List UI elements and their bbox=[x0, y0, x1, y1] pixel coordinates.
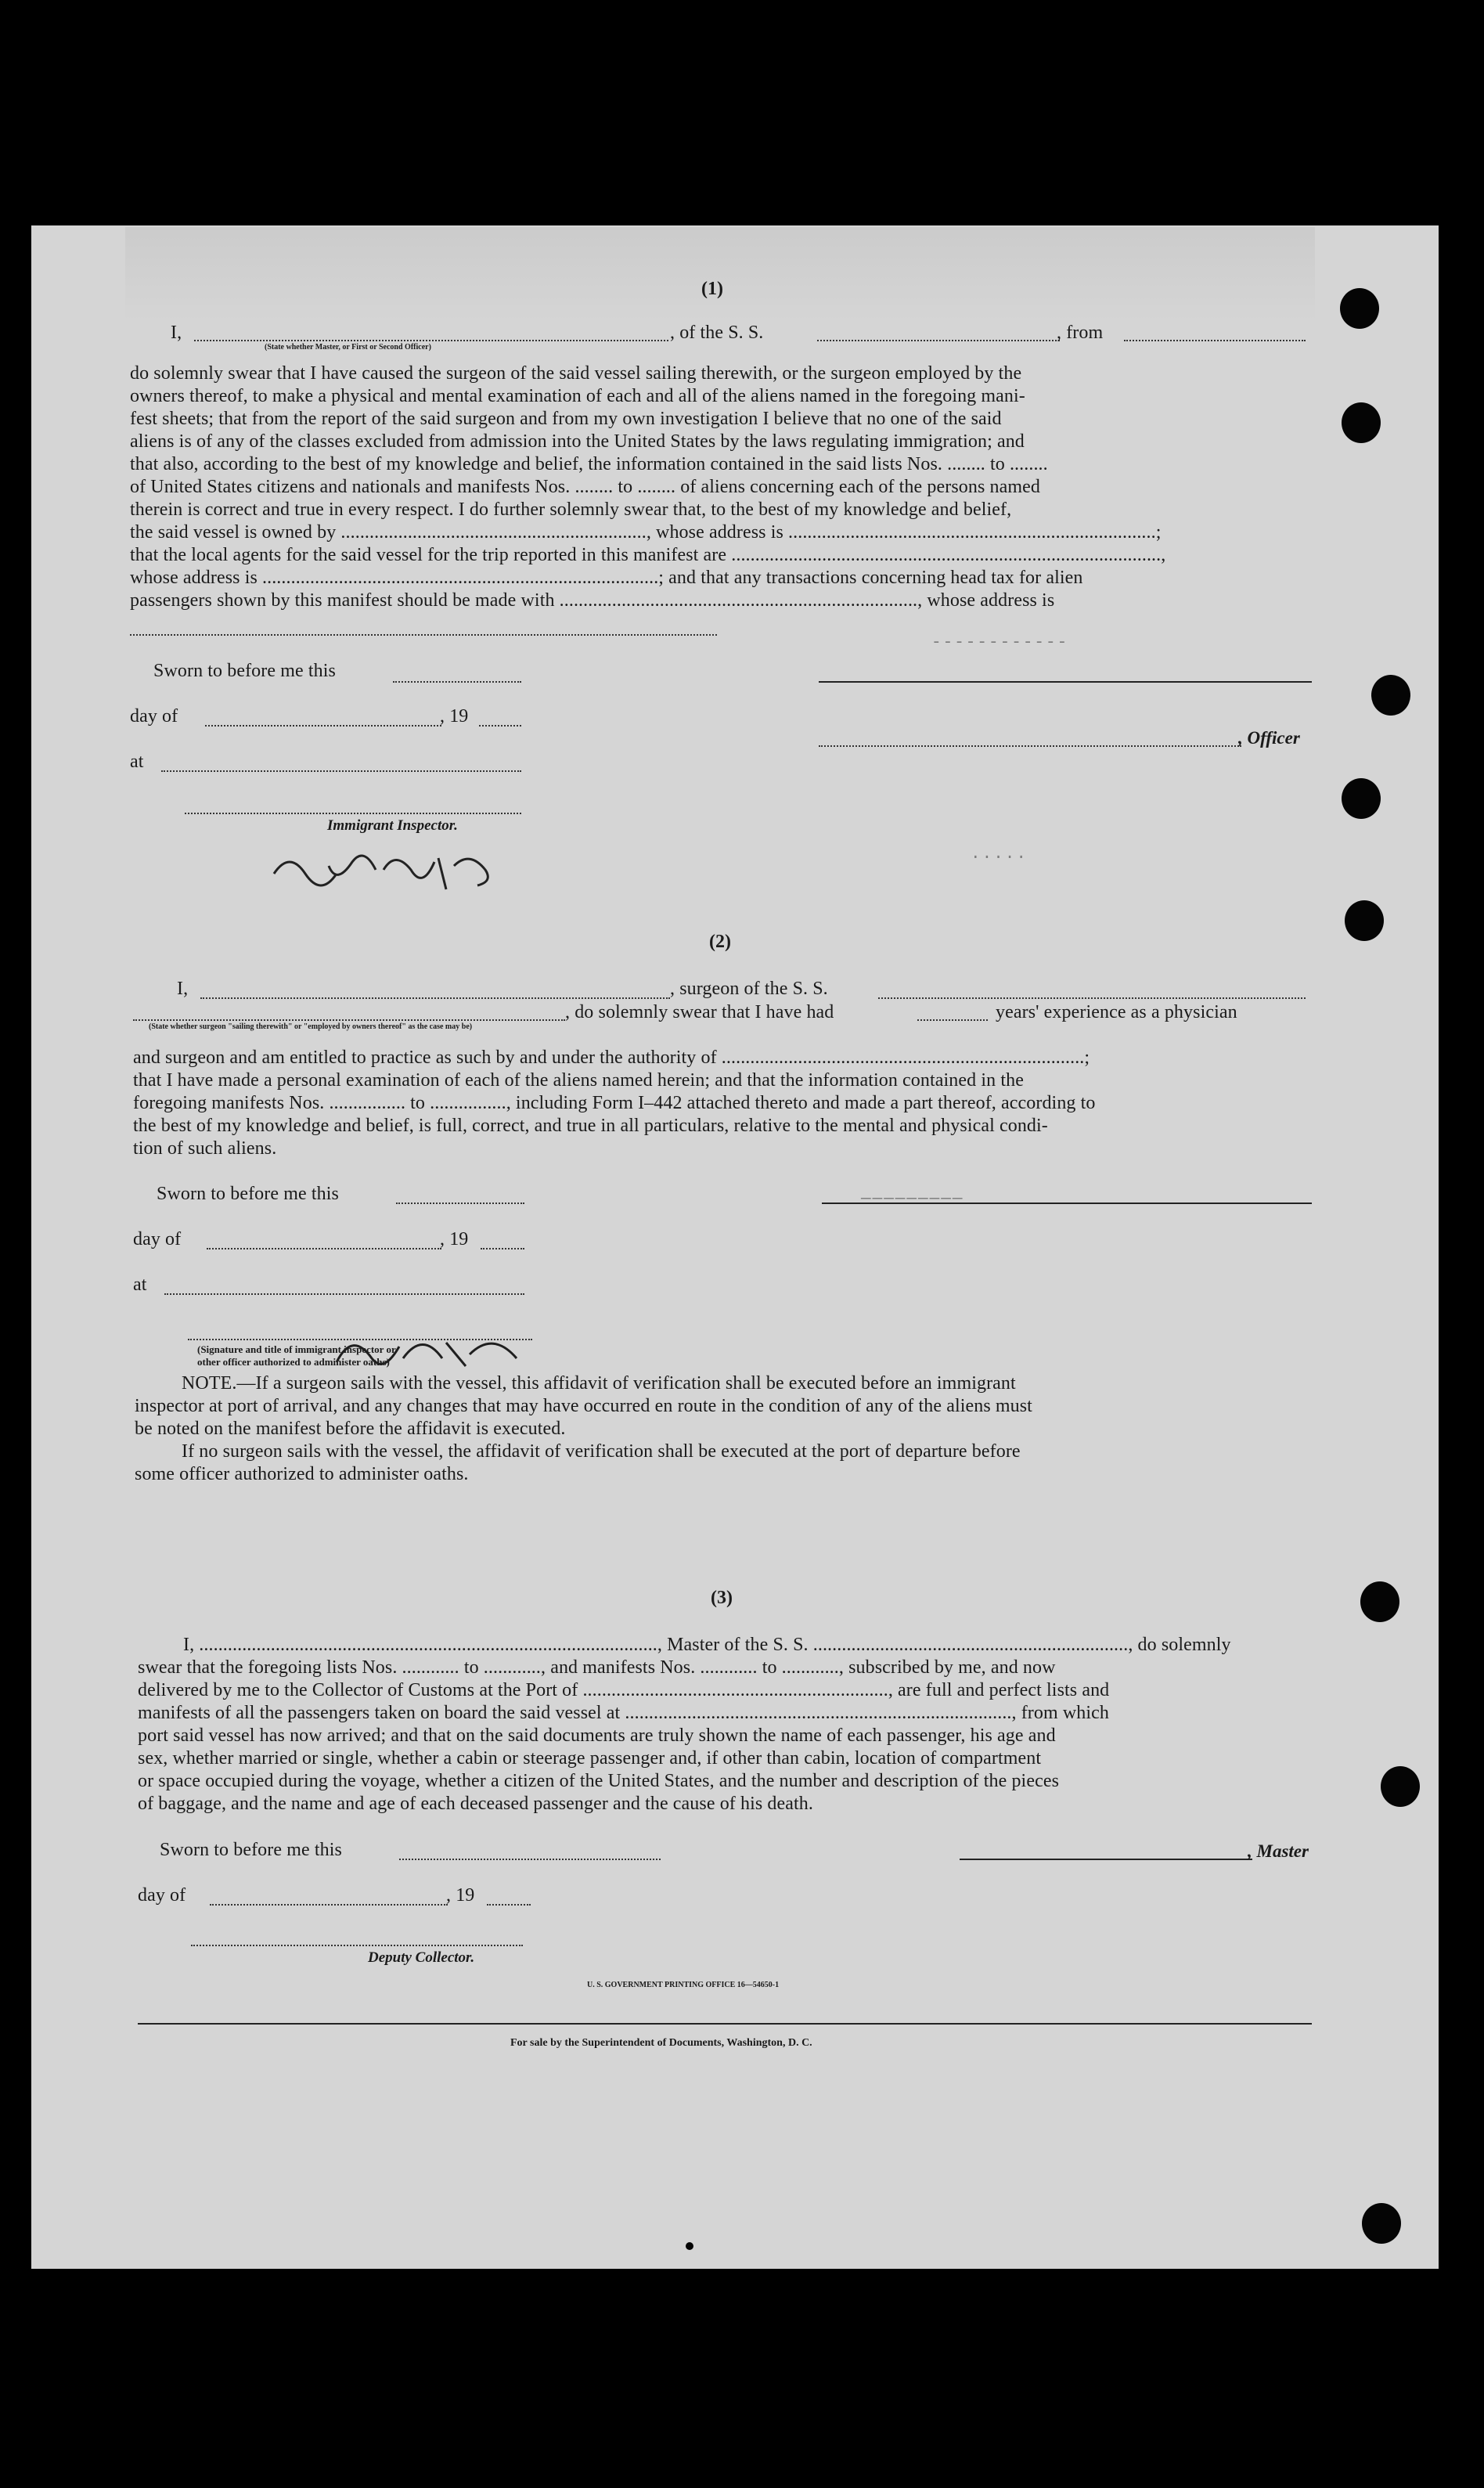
s2-at-blank bbox=[164, 1293, 524, 1295]
s1-body-line: owners thereof, to make a physical and mental examination of each and all of the aliens named in the foregoing mani- bbox=[130, 386, 1025, 406]
punch-hole bbox=[1360, 1581, 1399, 1622]
s2-note-line: If no surgeon sails with the vessel, the affidavit of verification shall be executed at the port of departure before bbox=[182, 1441, 1021, 1462]
printing-office-imprint: U. S. GOVERNMENT PRINTING OFFICE 16—54650-1 bbox=[587, 1981, 780, 1989]
s1-body-line: of United States citizens and nationals and manifests Nos. ........ to ........ of aliens concerning each of the persons named bbox=[130, 477, 1040, 497]
s1-officer-note: (State whether Master, or First or Second Officer) bbox=[265, 343, 431, 352]
s1-year-blank bbox=[479, 725, 521, 727]
s3-master-sig-line bbox=[960, 1859, 1252, 1860]
handwritten-signature bbox=[258, 842, 540, 897]
s1-body-line: the said vessel is owned by ................................................................, whose address is .............................................................................; bbox=[130, 522, 1162, 543]
center-dot bbox=[686, 2242, 693, 2250]
s1-year: , 19 bbox=[440, 706, 469, 727]
s2-note-line: inspector at port of arrival, and any changes that may have occurred en route in the condition of any of the aliens must bbox=[135, 1396, 1032, 1416]
s2-sig-note-1: (Signature and title of immigrant inspector or bbox=[197, 1343, 396, 1355]
s1-inspector-sig-blank bbox=[185, 813, 521, 814]
s2-years: years' experience as a physician bbox=[996, 1002, 1237, 1022]
s2-body-line: that I have made a personal examination of each of the aliens named herein; and that the information contained in the bbox=[133, 1070, 1024, 1091]
s1-day-of: day of bbox=[130, 706, 178, 727]
s1-from: , from bbox=[1057, 323, 1104, 343]
s2-year: , 19 bbox=[440, 1229, 469, 1249]
punch-hole bbox=[1381, 1766, 1420, 1807]
s3-year-blank bbox=[487, 1904, 531, 1906]
s1-ship-name-blank bbox=[817, 340, 1060, 341]
s2-surgeon-type-blank bbox=[133, 1019, 565, 1021]
s2-body-line: and surgeon and am entitled to practice as such by and under the authority of ............................................................................; bbox=[133, 1047, 1090, 1068]
punch-hole bbox=[1371, 675, 1410, 716]
s1-i-label: I, bbox=[171, 323, 182, 343]
s2-body-line: tion of such aliens. bbox=[133, 1138, 277, 1159]
s1-body-line: that also, according to the best of my knowledge and belief, the information contained in the said lists Nos. ........ to ........ bbox=[130, 454, 1048, 474]
s1-officer-title-blank bbox=[819, 745, 1241, 747]
s2-ship-blank bbox=[878, 997, 1306, 999]
s2-i-label: I, bbox=[177, 979, 189, 999]
s1-day-blank bbox=[205, 725, 441, 727]
s1-body-line: therein is correct and true in every respect. I do further solemnly swear that, to the best of my knowledge and belief, bbox=[130, 499, 1012, 520]
s2-note-line: be noted on the manifest before the affidavit is executed. bbox=[135, 1419, 566, 1439]
s3-sworn-blank bbox=[399, 1859, 661, 1860]
for-sale-note: For sale by the Superintendent of Documents, Washington, D. C. bbox=[510, 2037, 812, 2049]
s3-body-line: swear that the foregoing lists Nos. ............ to ............, and manifests Nos. ............ to ............, subscribed by me, and now bbox=[138, 1657, 1056, 1678]
s1-from-port-blank bbox=[1124, 340, 1306, 341]
s2-surgeon-note: (State whether surgeon "sailing therewith" or "employed by owners thereof" as the case may be) bbox=[149, 1022, 473, 1031]
s3-body-line: of baggage, and the name and age of each deceased passenger and the cause of his death. bbox=[138, 1794, 813, 1814]
s2-surgeon-name-blank bbox=[200, 997, 670, 999]
handwritten-initials bbox=[329, 1323, 540, 1378]
s1-address-blank bbox=[130, 634, 717, 636]
s3-sworn: Sworn to before me this bbox=[160, 1840, 342, 1860]
s2-at: at bbox=[133, 1275, 147, 1295]
s2-swear: , do solemnly swear that I have had bbox=[565, 1002, 834, 1022]
s1-at-blank bbox=[161, 770, 521, 772]
bleed-through-header bbox=[125, 227, 1315, 321]
s2-note-line: some officer authorized to administer oaths. bbox=[135, 1464, 469, 1484]
section-3-heading: (3) bbox=[711, 1588, 733, 1608]
s1-body-line: aliens is of any of the classes excluded from admission into the United States by the laws regulating immigration; and bbox=[130, 431, 1025, 452]
bleed-through-text: ------------ bbox=[931, 634, 1069, 652]
s1-sworn-blank bbox=[393, 681, 521, 683]
s2-sig-note-2: other officer authorized to administer oaths) bbox=[197, 1356, 390, 1368]
section-1-heading: (1) bbox=[701, 279, 723, 299]
s1-of-ss: , of the S. S. bbox=[670, 323, 764, 343]
s2-year-blank bbox=[481, 1248, 524, 1249]
bleed-through-text: ..... bbox=[971, 846, 1028, 864]
s2-sworn: Sworn to before me this bbox=[157, 1184, 339, 1204]
s2-body-line: the best of my knowledge and belief, is full, correct, and true in all particulars, relative to the mental and physical condi- bbox=[133, 1116, 1048, 1136]
s2-sworn-blank bbox=[396, 1203, 524, 1204]
s3-body-line: manifests of all the passengers taken on board the said vessel at ................................................................................., from which bbox=[138, 1703, 1110, 1723]
s3-body-line: sex, whether married or single, whether a cabin or steerage passenger and, if other than cabin, location of compartment bbox=[138, 1748, 1042, 1769]
s1-officer-name-blank bbox=[194, 340, 668, 341]
s3-day-of: day of bbox=[138, 1885, 186, 1906]
s2-day-blank bbox=[207, 1248, 441, 1249]
s2-note-line: NOTE.—If a surgeon sails with the vessel, this affidavit of verification shall be executed before an immigrant bbox=[182, 1373, 1016, 1394]
section-2-heading: (2) bbox=[709, 932, 731, 952]
s3-body-line: I, ................................................................................................, Master of the S. S. .................................................................., do solemnly bbox=[183, 1635, 1231, 1655]
s1-body-line: fest sheets; that from the report of the said surgeon and from my own investigation I believe that no one of the said bbox=[130, 409, 1002, 429]
bleed-through-text: ————————— bbox=[861, 1190, 964, 1208]
s2-years-blank bbox=[917, 1019, 988, 1021]
punch-hole bbox=[1342, 778, 1381, 819]
s3-deputy-title: Deputy Collector. bbox=[368, 1949, 475, 1966]
s1-body-line: passengers shown by this manifest should be made with ..........................................................................., whose address is bbox=[130, 590, 1055, 611]
punch-hole bbox=[1345, 900, 1384, 941]
s3-year: , 19 bbox=[446, 1885, 475, 1906]
s2-surgeon-of: , surgeon of the S. S. bbox=[670, 979, 828, 999]
s1-sworn: Sworn to before me this bbox=[153, 661, 336, 681]
s3-deputy-sig-blank bbox=[191, 1945, 523, 1946]
s1-body-line: whose address is ...................................................................................; and that any transactions concerning head tax for alien bbox=[130, 568, 1083, 588]
s3-body-line: delivered by me to the Collector of Customs at the Port of ................................................................, are full and perfect lists and bbox=[138, 1680, 1110, 1700]
s1-body-line: do solemnly swear that I have caused the surgeon of the said vessel sailing therewith, or the surgeon employed by the bbox=[130, 363, 1022, 384]
punch-hole bbox=[1362, 2203, 1401, 2244]
s2-surgeon-sig-line bbox=[822, 1203, 1312, 1204]
footer-rule bbox=[138, 2023, 1312, 2025]
s2-body-line: foregoing manifests Nos. ................ to ................, including Form I–442 attached thereto and made a part thereof, according to bbox=[133, 1093, 1096, 1113]
s1-officer-label: , Officer bbox=[1238, 728, 1300, 748]
s3-body-line: or space occupied during the voyage, whether a citizen of the United States, and the number and description of the pieces bbox=[138, 1771, 1060, 1791]
punch-hole bbox=[1342, 402, 1381, 443]
punch-hole bbox=[1340, 288, 1379, 329]
s1-at: at bbox=[130, 752, 144, 772]
s3-body-line: port said vessel has now arrived; and that on the said documents are truly shown the name of each passenger, his age and bbox=[138, 1725, 1056, 1746]
s3-day-blank bbox=[210, 1904, 448, 1906]
s1-officer-sig-line bbox=[819, 681, 1312, 683]
s2-day-of: day of bbox=[133, 1229, 182, 1249]
s1-inspector-title: Immigrant Inspector. bbox=[327, 817, 458, 834]
s1-body-line: that the local agents for the said vessel for the trip reported in this manifest are .........................................................................................., bbox=[130, 545, 1166, 565]
s3-master-label: , Master bbox=[1248, 1841, 1309, 1861]
